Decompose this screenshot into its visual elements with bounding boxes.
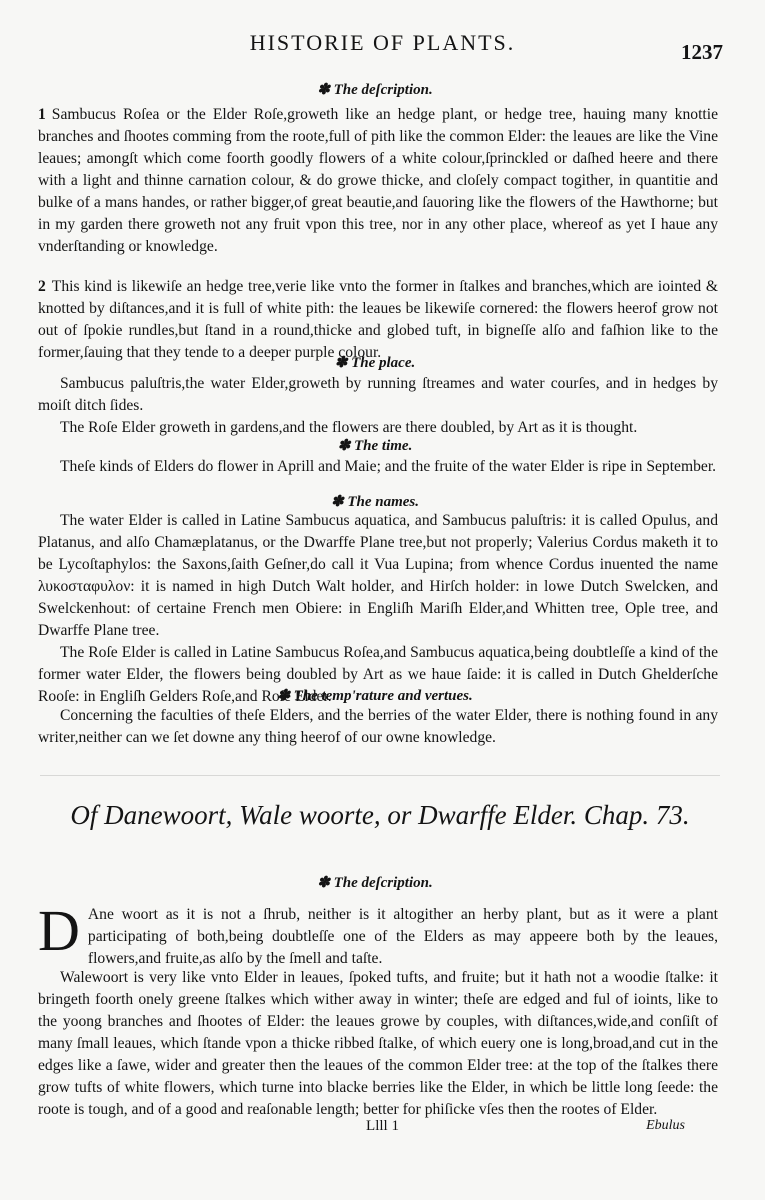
paragraph-rose-elder	[38, 104, 718, 258]
paragraph-place-1: Sambucus paluſtris,the water Elder,groweth by running ſtreames and water courſes, and in hedges by moiſt ditch ſides.	[38, 375, 718, 414]
paragraph-danewoort-2: Walewoort is very like vnto Elder in leaues, ſpoked tufts, and fruite; but it hath not a woodie ſtalke: it bringeth foorth onely greene ſtalkes which wither away in winter; theſe are edged and ful of ioints, like to the yoong branches and ſhootes of Elder: the leaues growe by couples, with diſtances,wide,and conſiſt of many ſmall leaues, which ſtande vpon a thicke ribbed ſtalke, of which euery one is long,broad,and cut in the edges like a ſawe, wider and greater then the leaues of the common Elder tree: at the top of the ſtalkes there grow tufts of white flowers, which turne into blacke berries like the Elder, in which be little long ſeede: the roote is tough, and of a good and reaſonable length; better for phiſicke vſes then the rootes of Elder.	[38, 969, 718, 1118]
signature-mark: Llll 1	[366, 1118, 399, 1134]
heading-place: ✽ The place.	[334, 355, 416, 371]
heading-names: ✽ The names.	[331, 494, 419, 510]
item-number: 1	[38, 106, 46, 123]
heading-description-2: ✽ The deſcription.	[317, 875, 433, 891]
item-number: 2	[38, 278, 46, 295]
page-number: 1237	[681, 40, 723, 64]
paragraph-place-2: The Roſe Elder groweth in gardens,and the flowers are there doubled, by Art as it is thought.	[60, 419, 638, 436]
divider	[40, 775, 720, 776]
paragraph-water-elder	[38, 276, 718, 364]
paragraph-text: Sambucus Roſea or the Elder Roſe,groweth like an hedge plant, or hedge tree, hauing many knottie branches and ſhootes comming from the roote,full of pith like the common Elder: the leaues are like the Vine leaues; amongſt which come foorth goodly flowers of a white colour,ſprinckled or daſhed heere and there with a light and thinne carnation colour, & do growe thicke, and cloſely compact togither, in quantitie and bulke of a mans handes, or rather bigger,of great beautie,and ſauoring like the flowers of the Hawthorne; but in my garden there groweth not any fruit vpon this tree, nor in any other place, whereof as yet I haue any vnderſtanding or knowledge.	[38, 106, 718, 255]
paragraph-danewoort-1	[38, 898, 718, 970]
paragraph-text: Ane woort as it is not a ſhrub, neither is it altogither an herby plant, but as it were a plant participating of both,being doubtleſſe one of the Elders as may appeere both by the leaues, flowers,and fruite,as alſo by the ſmell and taſte.	[87, 906, 718, 967]
heading-time: ✽ The time.	[337, 438, 413, 454]
heading-temperature: ✽ The temp'rature and vertues.	[277, 688, 473, 704]
heading-description: ✽ The deſcription.	[317, 82, 433, 98]
paragraph-names-2: The Roſe Elder is called in Latine Sambucus Roſea,and Sambucus aquatica,being doubtleſſe a kind of the former water Elder, the flowers being doubled by Art as we haue ſaide: it is called in Dutch Ghelderſche Rooſe: in Engliſh Gelders Roſe,and Roſe Elder.	[38, 644, 718, 705]
drop-cap: D	[38, 898, 80, 963]
bleed-through-text	[330, 850, 333, 866]
running-title: HISTORIE OF PLANTS.	[249, 30, 516, 55]
catchword: Ebulus	[646, 1118, 685, 1133]
paragraph-text: This kind is likewiſe an hedge tree,verie like vnto the former in ſtalkes and branches,which are iointed & knotted by diſtances,and it is full of white pith: the leaues be likewiſe cornered: the flowers heerof grow not out of ſpokie rundles,but ſtand in a round,thicke and globed tuft, in bigneſſe alſo and faſhion like to the former,ſauing that they tende to a deeper purple colour.	[38, 278, 718, 361]
paragraph-names-1: The water Elder is called in Latine Sambucus aquatica, and Sambucus paluſtris: it is called Opulus, and Platanus, and alſo Chamæplatanus, or the Dwarffe Plane tree,but not properly; Valerius Cordus maketh it to be Lycoſtaphylos: the Saxons,ſaith Geſner,do call it Vua Lupina; from whence Cordus inuented the name λυκοσταφυλον: it is named in high Dutch Walt holder, and Hirſch holder: in lowe Dutch Swelcken, and Swelckenhout: of certaine French men Obiere: in Engliſh Mariſh Elder,and Whitten tree, Ople tree, and Dwarffe Plane tree.	[38, 512, 718, 639]
paragraph-temperature: Concerning the faculties of theſe Elders, and the berries of the water Elder, there is nothing found in any writer,neither can we ſet downe any thing heerof of our owne knowledge.	[38, 707, 718, 746]
paragraph-time: Theſe kinds of Elders do flower in Aprill and Maie; and the fruite of the water Elder is ripe in September.	[60, 458, 717, 475]
chapter-title: Of Danewoort, Wale woorte, or Dwarffe Elder. Chap. 73.	[70, 800, 690, 830]
